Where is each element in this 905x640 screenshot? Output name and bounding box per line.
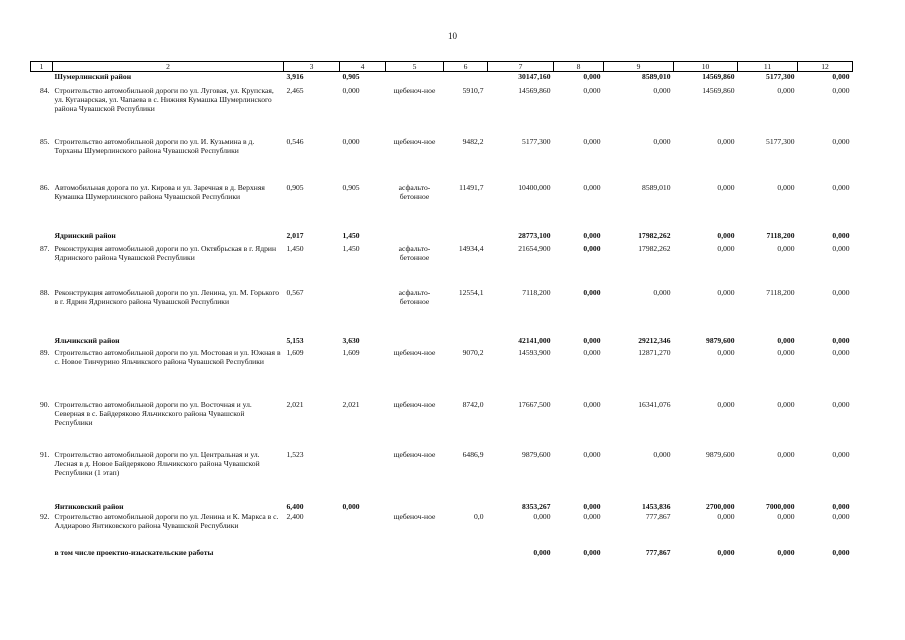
cell-c8: 0,000 (583, 243, 601, 253)
cell-c7: 30147,160 (518, 72, 551, 82)
cell-c3: 0,546 (286, 136, 304, 146)
district-name: Янтиковский район (54, 501, 124, 511)
cell-c5: щебеноч-ное (393, 136, 436, 146)
cell-c6: 6486,9 (462, 449, 484, 459)
cell-c6 (444, 548, 488, 560)
cell-c5: щебеноч-ное (393, 85, 436, 95)
column-header-11: 11 (738, 62, 798, 72)
cell-c10: 9879,600 (706, 335, 735, 345)
cell-c11: 0,000 (777, 347, 795, 357)
table-row (31, 450, 853, 502)
cell-c8: 0,000 (583, 501, 601, 511)
cell-c5: щебеноч-ное (393, 347, 436, 357)
row-number (31, 502, 53, 512)
cell-c7: 28773,100 (518, 230, 551, 240)
cell-c11: 0,000 (777, 335, 795, 345)
cell-c10: 0,000 (717, 230, 735, 240)
cell-c11: 0,000 (777, 399, 795, 409)
row-number: 91. (40, 449, 50, 459)
note-row (31, 548, 853, 560)
cell-c4 (340, 512, 386, 548)
object-name: Реконструкция автомобильной дороги по ул. Октябрьская в г. Ядрин Ядринского района Чувашской Республики (54, 243, 277, 262)
cell-c7: 0,000 (533, 511, 551, 521)
cell-c3: 5,153 (286, 335, 304, 345)
cell-c5: щебеноч-ное (393, 511, 436, 521)
cell-c11: 5177,300 (766, 136, 795, 146)
object-name: в том числе проектно-изыскательские работы (54, 547, 214, 557)
cell-c12: 0,000 (832, 287, 850, 297)
cell-c12: 0,000 (832, 547, 850, 557)
cell-c7: 5177,300 (522, 136, 551, 146)
cell-c11: 0,000 (777, 243, 795, 253)
cell-c11: 0,000 (777, 547, 795, 557)
cell-c4: 3,630 (342, 335, 360, 345)
object-name: Строительство автомобильной дороги по ул. И. Кузьмина в д. Торханы Шумерлинского района Чувашской Республики (54, 136, 255, 155)
row-number: 86. (40, 182, 50, 192)
cell-c7: 21654,900 (518, 243, 551, 253)
cell-c5: щебеноч-ное (393, 399, 436, 409)
object-name: Строительство автомобильной дороги по ул. Ленина и К. Маркса в с. Алдиарово Янтиковского района Чувашской Республики (54, 511, 279, 530)
cell-c4 (340, 450, 386, 502)
column-header-5: 5 (386, 62, 444, 72)
cell-c11: 5177,300 (766, 72, 795, 82)
object-name: Строительство автомобильной дороги по ул. Мостовая и ул. Южная в с. Новое Тинчурино Яльчикского района Чувашской Республики (54, 347, 281, 366)
cell-c9: 8589,010 (642, 182, 671, 192)
cell-c8: 0,000 (583, 72, 601, 82)
cell-c9: 12871,270 (638, 347, 671, 357)
cell-c10: 9879,600 (706, 449, 735, 459)
row-number (31, 231, 53, 244)
cell-c6 (444, 502, 488, 512)
cell-c10: 0,000 (717, 547, 735, 557)
cell-c9: 0,000 (653, 449, 671, 459)
cell-c3: 1,609 (286, 347, 304, 357)
cell-c4: 0,000 (342, 501, 360, 511)
cell-c3: 6,400 (286, 501, 304, 511)
column-header-4: 4 (340, 62, 386, 72)
cell-c6: 0,0 (474, 511, 484, 521)
cell-c8: 0,000 (583, 230, 601, 240)
district-row (31, 502, 853, 512)
cell-c4: 1,450 (342, 243, 360, 253)
row-number (31, 548, 53, 560)
cell-c12: 0,000 (832, 182, 850, 192)
cell-c7: 7118,200 (522, 287, 551, 297)
cell-c6 (444, 231, 488, 244)
cell-c5 (386, 336, 444, 348)
column-header-9: 9 (604, 62, 674, 72)
cell-c4: 0,905 (342, 182, 360, 192)
cell-c5 (386, 72, 444, 86)
budget-table (30, 61, 853, 560)
cell-c7: 8353,267 (522, 501, 551, 511)
cell-c5: асфальто-бетонное (398, 182, 431, 201)
district-name: Яльчикский район (54, 335, 120, 345)
cell-c10: 14569,860 (702, 72, 735, 82)
cell-c5: асфальто-бетонное (398, 243, 431, 262)
cell-c11: 7118,200 (766, 287, 795, 297)
cell-c8: 0,000 (583, 182, 601, 192)
row-number: 90. (40, 399, 50, 409)
object-name: Строительство автомобильной дороги по ул. Восточная и ул. Северная в с. Байдеряково Яльчикского района Чувашской Республики (54, 399, 252, 428)
cell-c10: 2700,000 (706, 501, 735, 511)
district-row (31, 336, 853, 348)
cell-c9: 0,000 (653, 85, 671, 95)
cell-c3: 3,916 (286, 72, 304, 82)
cell-c4: 2,021 (342, 399, 360, 409)
cell-c6: 9482,2 (462, 136, 484, 146)
cell-c8: 0,000 (583, 335, 601, 345)
district-row (31, 231, 853, 244)
cell-c10: 14569,860 (702, 85, 735, 95)
cell-c11: 0,000 (777, 85, 795, 95)
table-row (31, 348, 853, 400)
column-header-12: 12 (798, 62, 853, 72)
cell-c8: 0,000 (583, 136, 601, 146)
cell-c9: 16341,076 (638, 399, 671, 409)
cell-c12: 0,000 (832, 449, 850, 459)
table-row (31, 400, 853, 450)
cell-c6: 12554,1 (458, 287, 484, 297)
cell-c4: 1,450 (342, 230, 360, 240)
cell-c5: щебеноч-ное (393, 449, 436, 459)
table-row (31, 288, 853, 336)
row-number (31, 336, 53, 348)
cell-c4: 1,609 (342, 347, 360, 357)
row-number (31, 72, 53, 86)
cell-c9: 17982,262 (638, 243, 671, 253)
cell-c11: 0,000 (777, 449, 795, 459)
column-header-7: 7 (488, 62, 554, 72)
cell-c7: 9879,600 (522, 449, 551, 459)
cell-c5 (386, 548, 444, 560)
row-number: 85. (40, 136, 50, 146)
table-row (31, 137, 853, 183)
cell-c6: 9070,2 (462, 347, 484, 357)
table-row (31, 244, 853, 288)
cell-c12: 0,000 (832, 136, 850, 146)
cell-c7: 10400,000 (518, 182, 551, 192)
cell-c10: 0,000 (717, 182, 735, 192)
column-header-1: 1 (31, 62, 53, 72)
column-header-3: 3 (284, 62, 340, 72)
cell-c10: 0,000 (717, 136, 735, 146)
cell-c4 (340, 548, 386, 560)
object-name: Автомобильная дорога по ул. Кирова и ул. Заречная в д. Верхняя Кумашка Шумерлинского района Чувашской Республики (54, 182, 265, 201)
object-name: Строительство автомобильной дороги по ул. Луговая, ул. Крупская, ул. Куганарская, ул. Чапаева в с. Нижняя Кумашка Шумерлинского района Чувашской Республики (54, 85, 274, 114)
cell-c3: 0,905 (286, 182, 304, 192)
row-number: 84. (40, 85, 50, 95)
table-row (31, 86, 853, 137)
object-name: Строительство автомобильной дороги по ул. Центральная и ул. Лесная в д. Новое Байдеряково Яльчикского района Чувашской Республики (1 этап) (54, 449, 260, 478)
cell-c5: асфальто-бетонное (398, 287, 431, 306)
cell-c11: 0,000 (777, 511, 795, 521)
cell-c3: 0,567 (286, 287, 304, 297)
cell-c8: 0,000 (583, 449, 601, 459)
table-row (31, 512, 853, 548)
district-row (31, 72, 853, 86)
cell-c9: 0,000 (653, 136, 671, 146)
cell-c5 (386, 502, 444, 512)
cell-c3: 1,450 (286, 243, 304, 253)
cell-c7: 17667,500 (518, 399, 551, 409)
cell-c6: 11491,7 (459, 182, 484, 192)
row-number: 87. (40, 243, 50, 253)
column-header-8: 8 (554, 62, 604, 72)
cell-c7: 14593,900 (518, 347, 551, 357)
cell-c12: 0,000 (832, 230, 850, 240)
cell-c9: 8589,010 (642, 72, 671, 82)
cell-c6: 14934,4 (458, 243, 484, 253)
header-row (31, 62, 853, 72)
cell-c6: 8742,0 (462, 399, 484, 409)
cell-c12: 0,000 (832, 72, 850, 82)
cell-c3: 2,017 (286, 230, 304, 240)
column-header-10: 10 (674, 62, 738, 72)
column-header-2: 2 (53, 62, 284, 72)
cell-c9: 777,867 (645, 547, 671, 557)
cell-c11: 0,000 (777, 182, 795, 192)
cell-c12: 0,000 (832, 347, 850, 357)
cell-c9: 1453,836 (642, 501, 671, 511)
cell-c10: 0,000 (717, 287, 735, 297)
cell-c10: 0,000 (717, 511, 735, 521)
page-number: 10 (448, 31, 457, 41)
cell-c7: 0,000 (533, 547, 551, 557)
cell-c6: 5910,7 (462, 85, 484, 95)
cell-c12: 0,000 (832, 511, 850, 521)
cell-c8: 0,000 (583, 399, 601, 409)
cell-c9: 17982,262 (638, 230, 671, 240)
cell-c4 (340, 288, 386, 336)
cell-c12: 0,000 (832, 335, 850, 345)
district-name: Ядринский район (54, 230, 116, 240)
district-name: Шумерлинский район (54, 72, 132, 82)
column-header-6: 6 (444, 62, 488, 72)
row-number: 92. (40, 511, 50, 521)
cell-c3: 2,400 (286, 511, 304, 521)
cell-c8: 0,000 (583, 347, 601, 357)
cell-c12: 0,000 (832, 501, 850, 511)
cell-c4: 0,905 (342, 72, 360, 82)
cell-c6 (444, 336, 488, 348)
cell-c3: 1,523 (286, 449, 304, 459)
cell-c9: 777,867 (645, 511, 671, 521)
cell-c10: 0,000 (717, 243, 735, 253)
cell-c11: 7118,200 (766, 230, 795, 240)
cell-c9: 0,000 (653, 287, 671, 297)
cell-c3: 2,021 (286, 399, 304, 409)
cell-c5 (386, 231, 444, 244)
table-body (31, 72, 853, 560)
cell-c12: 0,000 (832, 85, 850, 95)
cell-c9: 29212,346 (638, 335, 671, 345)
cell-c8: 0,000 (583, 511, 601, 521)
cell-c10: 0,000 (717, 399, 735, 409)
cell-c7: 42141,000 (518, 335, 551, 345)
cell-c6 (444, 72, 488, 86)
cell-c8: 0,000 (583, 547, 601, 557)
cell-c8: 0,000 (583, 85, 601, 95)
table-row (31, 183, 853, 231)
cell-c3: 2,465 (286, 85, 304, 95)
cell-c11: 7000,000 (766, 501, 795, 511)
cell-c4: 0,000 (342, 85, 360, 95)
cell-c12: 0,000 (832, 399, 850, 409)
cell-c8: 0,000 (583, 287, 601, 297)
cell-c3 (284, 548, 340, 560)
object-name: Реконструкция автомобильной дороги по ул. Ленина, ул. М. Горького в г. Ядрин Ядринского района Чувашской Республики (54, 287, 280, 306)
cell-c4: 0,000 (342, 136, 360, 146)
cell-c12: 0,000 (832, 243, 850, 253)
cell-c7: 14569,860 (518, 85, 551, 95)
row-number: 89. (40, 347, 50, 357)
table-header (31, 62, 853, 72)
row-number: 88. (40, 287, 50, 297)
cell-c10: 0,000 (717, 347, 735, 357)
